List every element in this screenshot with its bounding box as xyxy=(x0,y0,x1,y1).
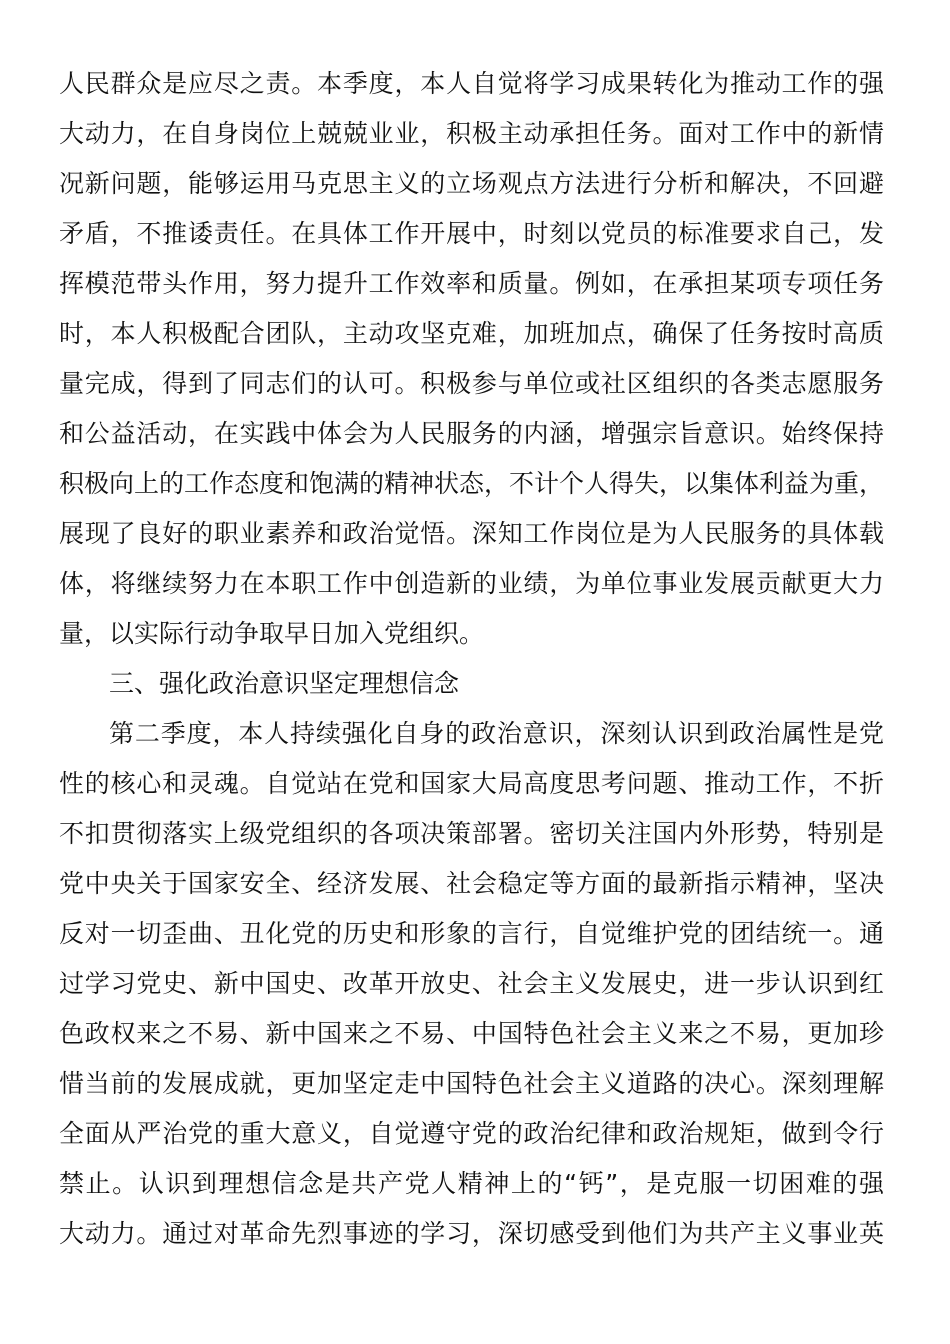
paragraph-line: 禁止。认识到理想信念是共产党人精神上的“钙”，是克服一切困难的强 xyxy=(59,1169,884,1198)
paragraph-line: 人民群众是应尽之责。本季度，本人自觉将学习成果转化为推动工作的强 xyxy=(59,69,884,98)
paragraph-line: 党中央关于国家安全、经济发展、社会稳定等方面的最新指示精神，坚决 xyxy=(59,869,884,898)
paragraph-line: 性的核心和灵魂。自觉站在党和国家大局高度思考问题、推动工作，不折 xyxy=(59,769,884,798)
paragraph-line: 体，将继续努力在本职工作中创造新的业绩，为单位事业发展贡献更大力 xyxy=(59,569,884,598)
paragraph-line: 量完成，得到了同志们的认可。积极参与单位或社区组织的各类志愿服务 xyxy=(59,369,884,398)
paragraph-line: 矛盾，不推诿责任。在具体工作开展中，时刻以党员的标准要求自己，发 xyxy=(59,219,884,248)
paragraph-line: 时，本人积极配合团队，主动攻坚克难，加班加点，确保了任务按时高质 xyxy=(59,319,884,348)
paragraph-line: 挥模范带头作用，努力提升工作效率和质量。例如，在承担某项专项任务 xyxy=(59,269,884,298)
paragraph-line: 全面从严治党的重大意义，自觉遵守党的政治纪律和政治规矩，做到令行 xyxy=(59,1119,884,1148)
paragraph-line: 惜当前的发展成就，更加坚定走中国特色社会主义道路的决心。深刻理解 xyxy=(59,1069,884,1098)
paragraph-line: 大动力，在自身岗位上兢兢业业，积极主动承担任务。面对工作中的新情 xyxy=(59,119,884,148)
paragraph-line: 展现了良好的职业素养和政治觉悟。深知工作岗位是为人民服务的具体载 xyxy=(59,519,884,548)
paragraph-line: 和公益活动，在实践中体会为人民服务的内涵，增强宗旨意识。始终保持 xyxy=(59,419,884,448)
paragraph-line: 积极向上的工作态度和饱满的精神状态，不计个人得失，以集体利益为重， xyxy=(59,469,885,498)
paragraph-last-line: 量，以实际行动争取早日加入党组织。 xyxy=(59,619,485,648)
paragraph-line: 反对一切歪曲、丑化党的历史和形象的言行，自觉维护党的团结统一。通 xyxy=(59,919,884,948)
paragraph-line: 况新问题，能够运用马克思主义的立场观点方法进行分析和解决，不回避 xyxy=(59,169,884,198)
paragraph-first-line: 第二季度，本人持续强化自身的政治意识，深刻认识到政治属性是党 xyxy=(109,719,884,748)
paragraph-line: 不扣贯彻落实上级党组织的各项决策部署。密切关注国内外形势，特别是 xyxy=(59,819,884,848)
section-heading: 三、强化政治意识坚定理想信念 xyxy=(109,669,460,698)
paragraph-line: 色政权来之不易、新中国来之不易、中国特色社会主义来之不易，更加珍 xyxy=(59,1019,884,1048)
paragraph-line: 大动力。通过对革命先烈事迹的学习，深切感受到他们为共产主义事业英 xyxy=(59,1219,884,1248)
paragraph-line: 过学习党史、新中国史、改革开放史、社会主义发展史，进一步认识到红 xyxy=(59,969,884,998)
